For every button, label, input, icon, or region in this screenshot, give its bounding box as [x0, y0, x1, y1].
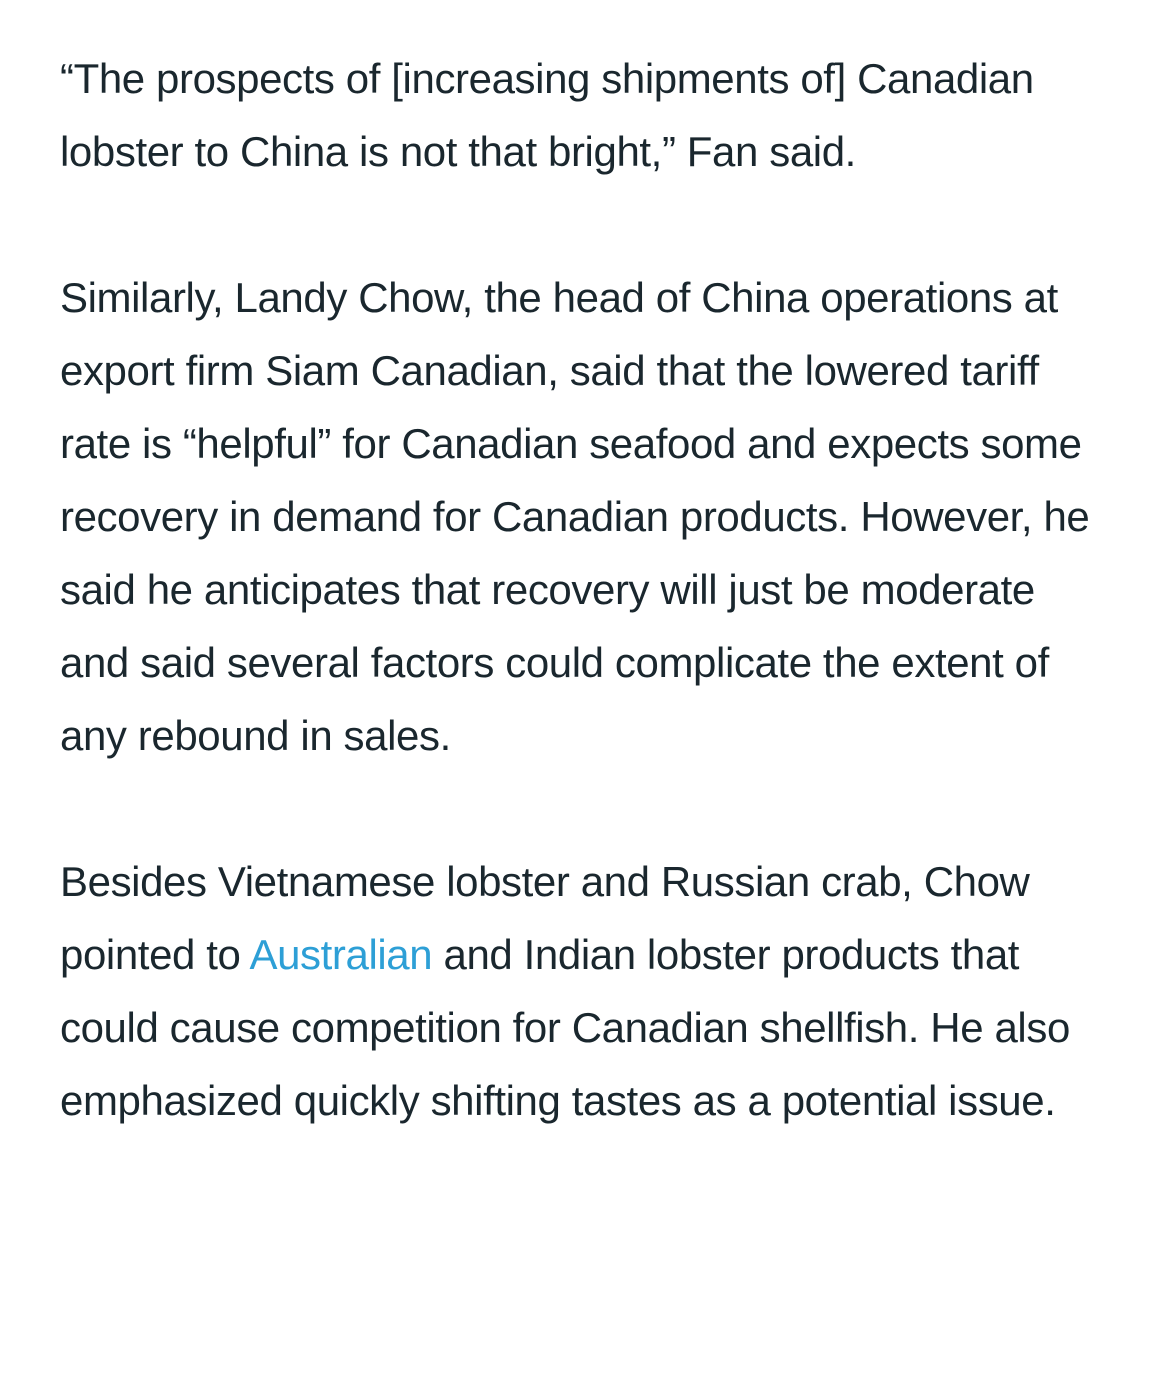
paragraph-text: Besides Vietnamese lobster and Russian crab, Chow pointed to	[60, 858, 1030, 978]
paragraph-text: and Indian lobster products that could cause competition for Canadian shellfish. He also emphasized quickly shifting tastes as a potential issue.	[60, 931, 1070, 1124]
paragraph-text: “The prospects of [increasing shipments of] Canadian lobster to China is not that bright,” Fan said.	[60, 55, 1034, 175]
article-paragraph	[60, 845, 1090, 1137]
article-paragraph	[60, 42, 1090, 188]
australian-link[interactable]: Australian	[249, 931, 433, 978]
paragraph-text: Similarly, Landy Chow, the head of China operations at export firm Siam Canadian, said that the lowered tariff rate is “helpful” for Canadian seafood and expects some recovery in demand for Canadian products. However, he said he anticipates that recovery will just be moderate and said several factors could complicate the extent of any rebound in sales.	[60, 274, 1090, 759]
article-paragraph	[60, 261, 1090, 772]
